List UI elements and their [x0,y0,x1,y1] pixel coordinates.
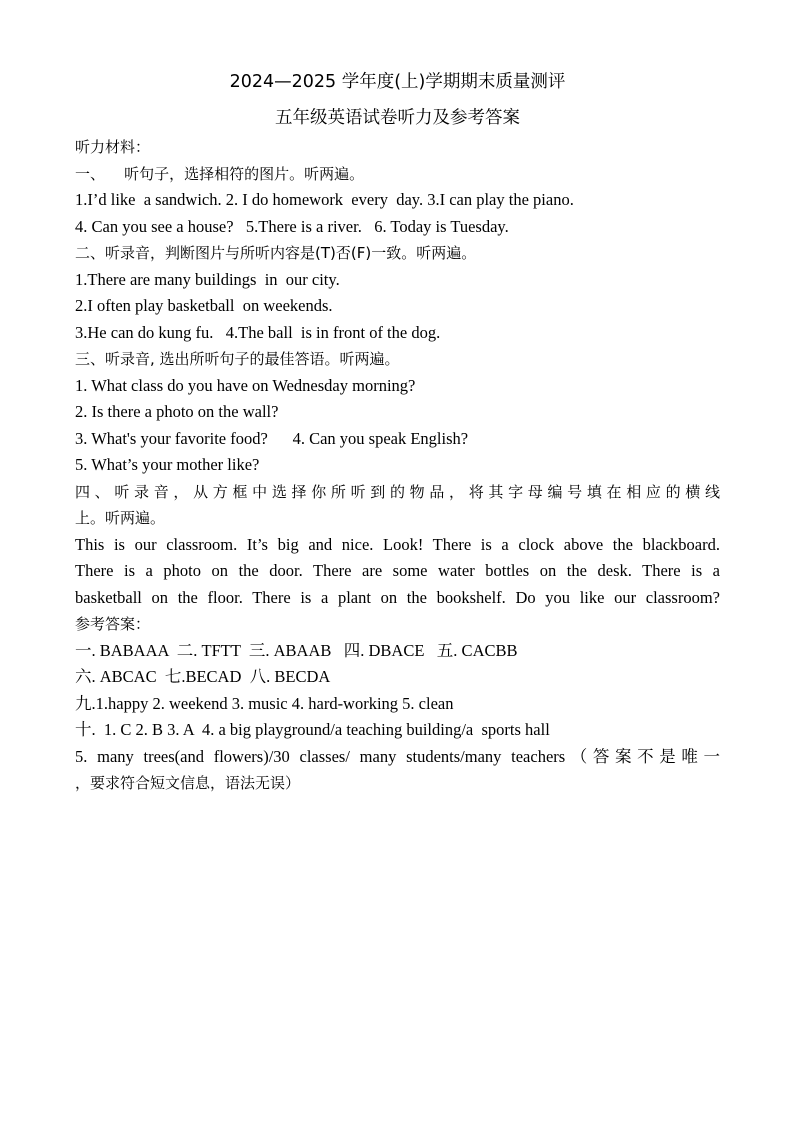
part-3-questions-3-4: 3. What's your favorite food? 4. Can you speak English? [75,428,469,448]
part-1-sentences-line-1: 1.I’d like a sandwich. 2. I do homework every day. 3.I can play the piano. [75,190,574,209]
part-4-passage-line-2: There is a photo on the door. There are some water bottles on the desk. There is a [75,561,720,580]
part-3-question-2: 2. Is there a photo on the wall? [75,402,279,421]
answers-part-10-line-1: 十. 1. C 2. B 3. A 4. a big playground/a teaching building/a sports hall [75,720,550,739]
part-4-instruction-line-2: 上。听两遍。 [75,509,166,527]
part-2-sentence-1: 1.There are many buildings in our city. [75,269,340,289]
answers-part-10-note: ，要求符合短文信息，语法无误） [75,774,301,792]
part-1-sentences-line-2: 4. Can you see a house? 5.There is a river. 6. Today is Tuesday. [75,216,509,236]
part-3-question-5: 5. What’s your mother like? [75,455,260,474]
part-4-passage-line-3: basketball on the floor. There is a plant on the bookshelf. Do you like our classroom? [75,587,720,607]
part-4-passage-line-1: This is our classroom. It’s big and nice. Look! There is a clock above the blackboard. [75,534,720,554]
answers-parts-1-to-5: 一. BABAAA 二. TFTT 三. ABAAB 四. DBACE 五. CACBB [75,640,518,660]
part-2-instruction: 二、听录音，判断图片与所听内容是(T)否(F)一致。听两遍。 [75,244,477,262]
part-3-instruction: 三、听录音, 选出所听句子的最佳答语。听两遍。 [75,350,400,368]
part-2-sentence-2: 2.I often play basketball on weekends. [75,296,333,315]
document-title: 2024—2025 学年度(上)学期期末质量测评 [229,72,566,92]
answers-part-9: 九.1.happy 2. weekend 3. music 4. hard-working 5. clean [75,693,454,713]
document-subtitle: 五年级英语试卷听力及参考答案 [275,108,520,128]
part-1-instruction: 一、 听句子，选择相符的图片。听两遍。 [75,164,365,183]
part-4-instruction-line-1: 四、听录音，从方框中选择你所听到的物品，将其字母编号填在相应的横线 [75,482,720,501]
answers-parts-6-to-8: 六. ABCAC 七.BECAD 八. BECDA [75,667,331,686]
answers-part-10-line-2: 5. many trees(and flowers)/30 classes/ many students/many teachers（答案不是唯一 [75,746,720,766]
part-3-question-1: 1. What class do you have on Wednesday morning? [75,375,416,395]
part-2-sentences-3-4: 3.He can do kung fu. 4.The ball is in front of the dog. [75,322,441,342]
section-heading-listening-material: 听力材料： [75,138,151,156]
section-heading-reference-answers: 参考答案： [75,615,151,633]
